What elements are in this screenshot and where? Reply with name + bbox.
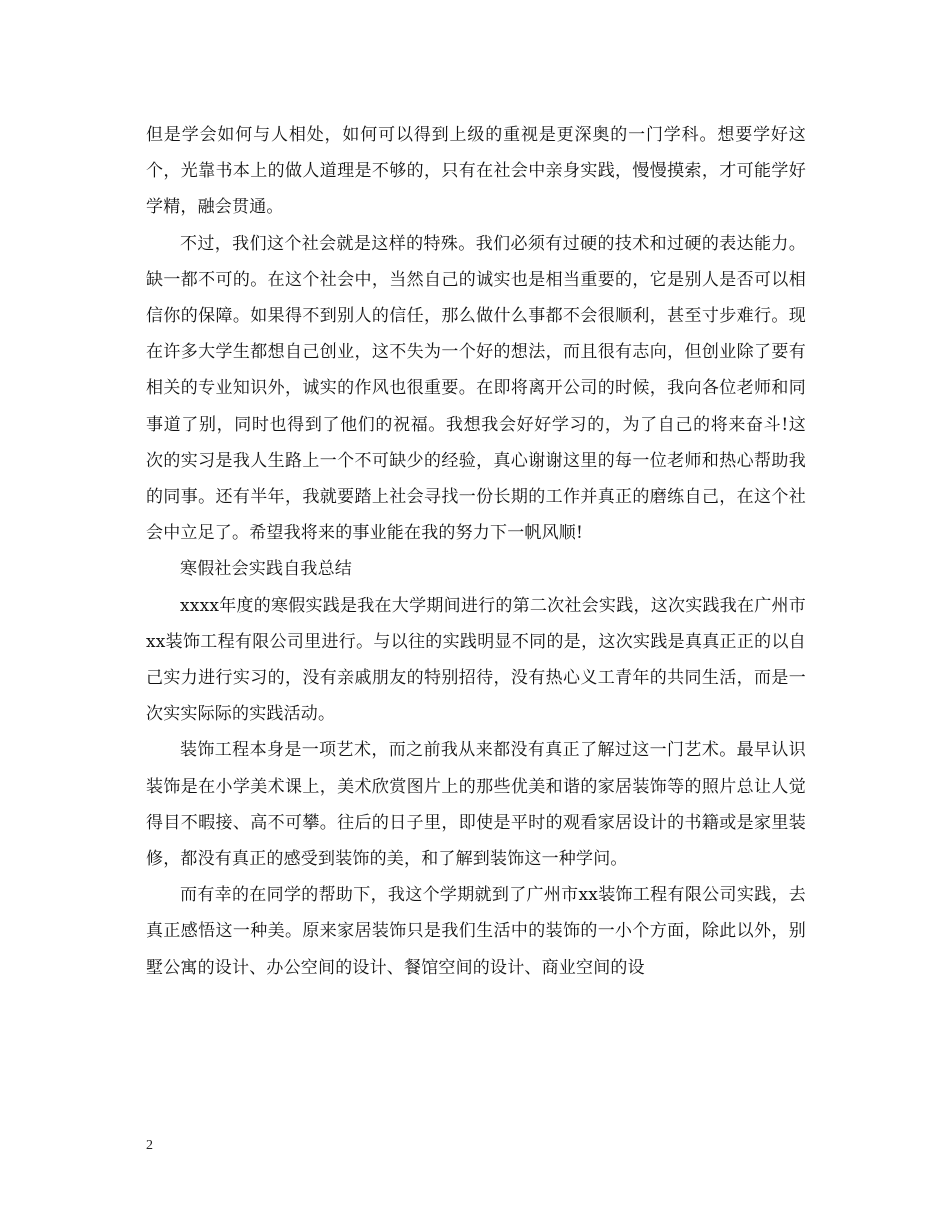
section-heading: 寒假社会实践自我总结 — [180, 559, 352, 580]
page-number: 2 — [146, 1138, 153, 1153]
paragraph-4: 装饰工程本身是一项艺术，而之前我从来都没有真正了解过这一门艺术。最早认识装饰是在小学美术课上，美术欣赏图片上的那些优美和谐的家居装饰等的照片总让人觉得目不暇接、高不可攀。往后的日子里，即使是平时的观看家居设计的书籍或是家里装修，都没有真正的感受到装饰的美，和了解到装饰这一种学问。 — [146, 740, 806, 870]
paragraph-1: 但是学会如何与人相处，如何可以得到上级的重视是更深奥的一门学科。想要学好这个，光靠书本上的做人道理是不够的，只有在社会中亲身实践，慢慢摸索，才可能学好学精，融会贯通。 — [146, 125, 806, 218]
document-body — [146, 117, 806, 986]
paragraph-2: 不过，我们这个社会就是这样的特殊。我们必须有过硬的技术和过硬的表达能力。缺一都不可的。在这个社会中，当然自己的诚实也是相当重要的，它是别人是否可以相信你的保障。如果得不到别人的信任，那么做什么事都不会很顺利，甚至寸步难行。现在许多大学生都想自己创业，这不失为一个好的想法，而且很有志向，但创业除了要有相关的专业知识外，诚实的作风也很重要。在即将离开公司的时候，我向各位老师和同事道了别，同时也得到了他们的祝福。我想我会好好学习的，为了自己的将来奋斗!这次的实习是我人生路上一个不可缺少的经验，真心谢谢这里的每一位老师和热心帮助我的同事。还有半年，我就要踏上社会寻找一份长期的工作并真正的磨练自己，在这个社会中立足了。希望我将来的事业能在我的努力下一帆风顺! — [146, 233, 806, 544]
paragraph-5: 而有幸的在同学的帮助下，我这个学期就到了广州市xx装饰工程有限公司实践，去真正感悟这一种美。原来家居装饰只是我们生活中的装饰的一小个方面，除此以外，别墅公寓的设计、办公空间的设计、餐馆空间的设计、商业空间的设 — [146, 885, 806, 978]
paragraph-3: xxxx年度的寒假实践是我在大学期间进行的第二次社会实践，这次实践我在广州市xx装饰工程有限公司里进行。与以往的实践明显不同的是，这次实践是真真正正的以自己实力进行实习的，没有亲戚朋友的特别招待，没有热心义工青年的共同生活，而是一次实实际际的实践活动。 — [146, 595, 806, 725]
